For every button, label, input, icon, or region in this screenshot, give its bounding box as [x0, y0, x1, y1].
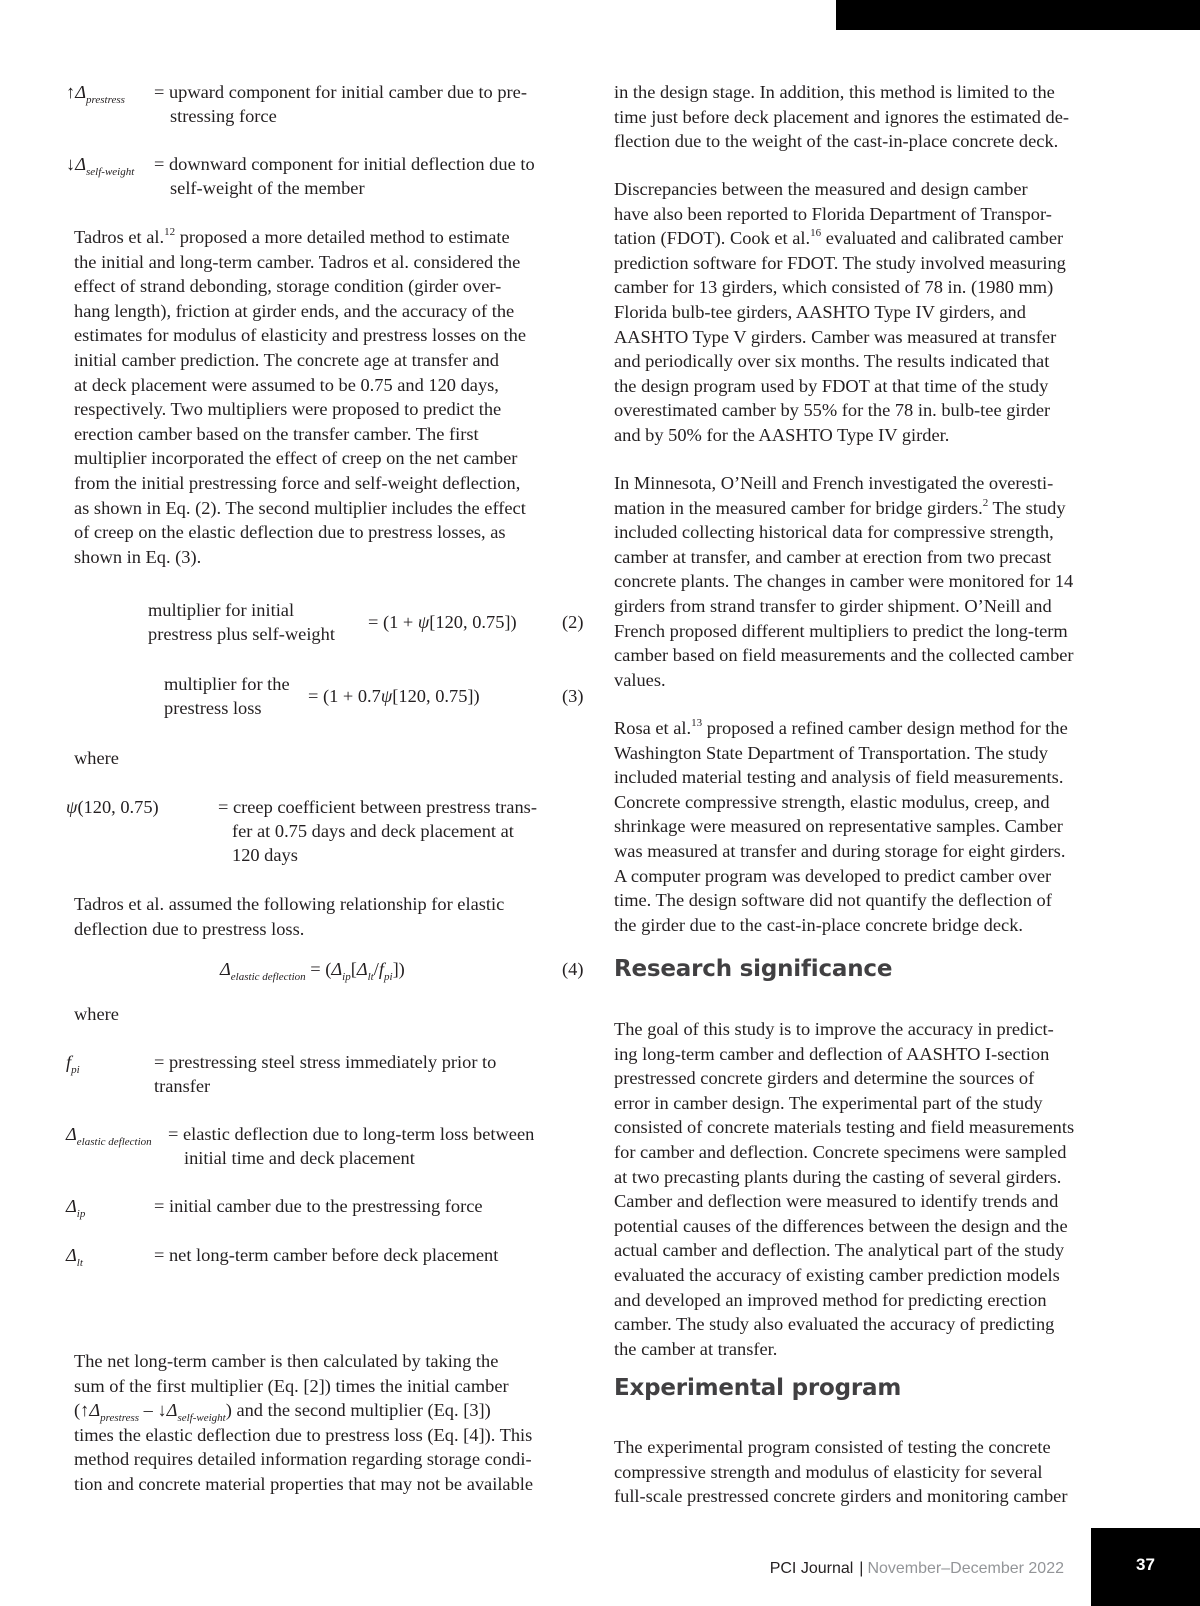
tadros-paragraph: Tadros et al.$^{12}$ proposed a more detailed method to estimate the initial and long-term camber. Tadros et al. considered the effect of strand debonding, storage condition (girder over- hang length), friction at girder ends, and the accuracy of the estimates for modulus of elasticity and prestress losses on the initial camber prediction. The concrete age at transfer and at deck placement were assumed to be 0.75 and 120 days, respectively. Two multipliers were proposed to predict the erection camber based on the transfer camber. The first multiplier incorporated the effect of creep on the net camber from the initial prestressing force and self-weight deflection, as shown in Eq. (2). The second multiplier includes the effect of creep on the elastic deflection due to prestress losses, as shown in Eq. (3). — [74, 226, 527, 567]
equation-2: multiplier for initial prestress plus self-weight = (1 + ψ[120, 0.75]) (2) — [148, 600, 584, 644]
where-label-2: where — [74, 1004, 119, 1024]
equation-3-number: (3) — [562, 686, 584, 706]
self-weight-symbol: $↓\Delta_{self-weight}$ — [66, 154, 135, 178]
prestress-symbol: $↑\Delta_{prestress}$ — [66, 82, 125, 106]
where-label: where — [74, 748, 119, 768]
prestress-def-line: = upward component for initial camber due to pre- — [154, 82, 527, 102]
header-bar — [836, 0, 1200, 30]
journal-name: PCI Journal — [769, 1560, 854, 1577]
design-stage-paragraph: in the design stage. In addition, this method is limited to the time just before deck placement and ignores the estimated de- flection due to the weight of the cast-in-place concrete deck. — [614, 82, 1069, 152]
equation-4: $\Delta_{elastic deflection} = (\Delta_{ip}[\Delta_{lt}/f_{pi}])$ (4) — [220, 959, 584, 983]
page-number: 37 — [1091, 1528, 1200, 1606]
psi-definition: ψ(120, 0.75) = creep coefficient between prestress trans- fer at 0.75 days and deck placement at 120 days — [66, 797, 537, 865]
variable-definitions: $f_{pi}$ = prestressing steel stress immediately prior to transfer $\Delta_{elastic deflection}$ = elastic deflection due to long-term loss between initial time and deck placement $\Delta_{ip}$ = initial camber due to the prestressing force $\Delta_{lt}$ = net long-term camber before deck placement — [66, 1052, 535, 1269]
elastic-relationship-paragraph: Tadros et al. assumed the following relationship for elastic deflection due to prestress loss. — [74, 894, 505, 939]
research-significance-heading: Research significance — [614, 956, 893, 982]
footer-separator: | — [859, 1560, 864, 1577]
fdot-paragraph: Discrepancies between the measured and design camber have also been reported to Florida Department of Transpor- tation (FDOT). Cook et al.$^{16}$ evaluated and calibrated camber prediction software for FDOT. The study involved measuring camber for 13 girders, which consisted of 78 in. (1980 mm) Florida bulb-tee girders, AASHTO Type IV girders, and AASHTO Type V girders. Camber was measured at transfer and periodically over six months. The results indicated that the design program used by FDOT at that time of the study overestimated camber by 55% for the 78 in. bulb-tee girder and by 50% for the AASHTO Type IV girder. — [614, 179, 1066, 445]
washington-paragraph: Rosa et al.$^{13}$ proposed a refined camber design method for the Washington State Department of Transportation. The study included material testing and analysis of field measurements. Concrete compressive strength, elastic modulus, creep, and shrinkage were measured on representative samples. Camber was measured at transfer and during storage for eight girders. A computer program was developed to predict camber over time. The design software did not quantify the deflection of the girder due to the cast-in-place concrete bridge deck. — [614, 717, 1068, 935]
top-definitions — [66, 80, 586, 210]
minnesota-paragraph: In Minnesota, O’Neill and French investigated the overesti- mation in the measured camber for bridge girders.$^2$ The study included collecting historical data for compressive strength, camber at transfer, and camber at erection from two precast concrete plants. The changes in camber were monitored for 14 girders from strand transfer to girder shipment. O’Neill and French proposed different multipliers to predict the long-term camber based on field measurements and the collected camber values. — [614, 473, 1074, 690]
prestress-def-cont: stressing force — [170, 106, 277, 126]
equation-3: multiplier for the prestress loss = (1 + 0.7ψ[120, 0.75]) (3) — [164, 674, 584, 718]
footer-journal — [770, 1557, 1064, 1582]
experimental-program-heading: Experimental program — [614, 1375, 902, 1401]
equation-4-number: (4) — [562, 959, 584, 979]
self-weight-def-cont: self-weight of the member — [170, 178, 365, 198]
issue-date: November–December 2022 — [867, 1560, 1064, 1577]
self-weight-def-line: = downward component for initial deflection due to — [154, 154, 535, 174]
equation-2-number: (2) — [562, 612, 584, 632]
net-camber-paragraph: The net long-term camber is then calculated by taking the sum of the first multiplier (Eq. [2]) times the initial camber ($↑\Delta_{prestress}$ – $↓\Delta_{self-weight}$) and the second multiplier (Eq. [3]) times the elastic deflection due to prestress loss (Eq. [4]). This method requires detailed information regarding storage condi- tion and concrete material properties that may not be available — [74, 1351, 534, 1494]
research-significance-paragraph: The goal of this study is to improve the accuracy in predict- ing long-term camber and deflection of AASHTO I-section prestressed concrete girders and determine the sources of error in camber design. The experimental part of the study consisted of concrete materials testing and field measurements for camber and deflection. Concrete specimens were sampled at two precasting plants during the casting of several girders. Camber and deflection were measured to identify trends and potential causes of the differences between the design and the actual camber and deflection. The analytical part of the study evaluated the accuracy of existing camber prediction models and developed an improved method for predicting erection camber. The study also evaluated the accuracy of predicting the camber at transfer. — [614, 1019, 1075, 1359]
experimental-program-paragraph: The experimental program consisted of testing the concrete compressive strength and modulus of elasticity for several full-scale prestressed concrete girders and monitoring camber — [614, 1437, 1068, 1507]
